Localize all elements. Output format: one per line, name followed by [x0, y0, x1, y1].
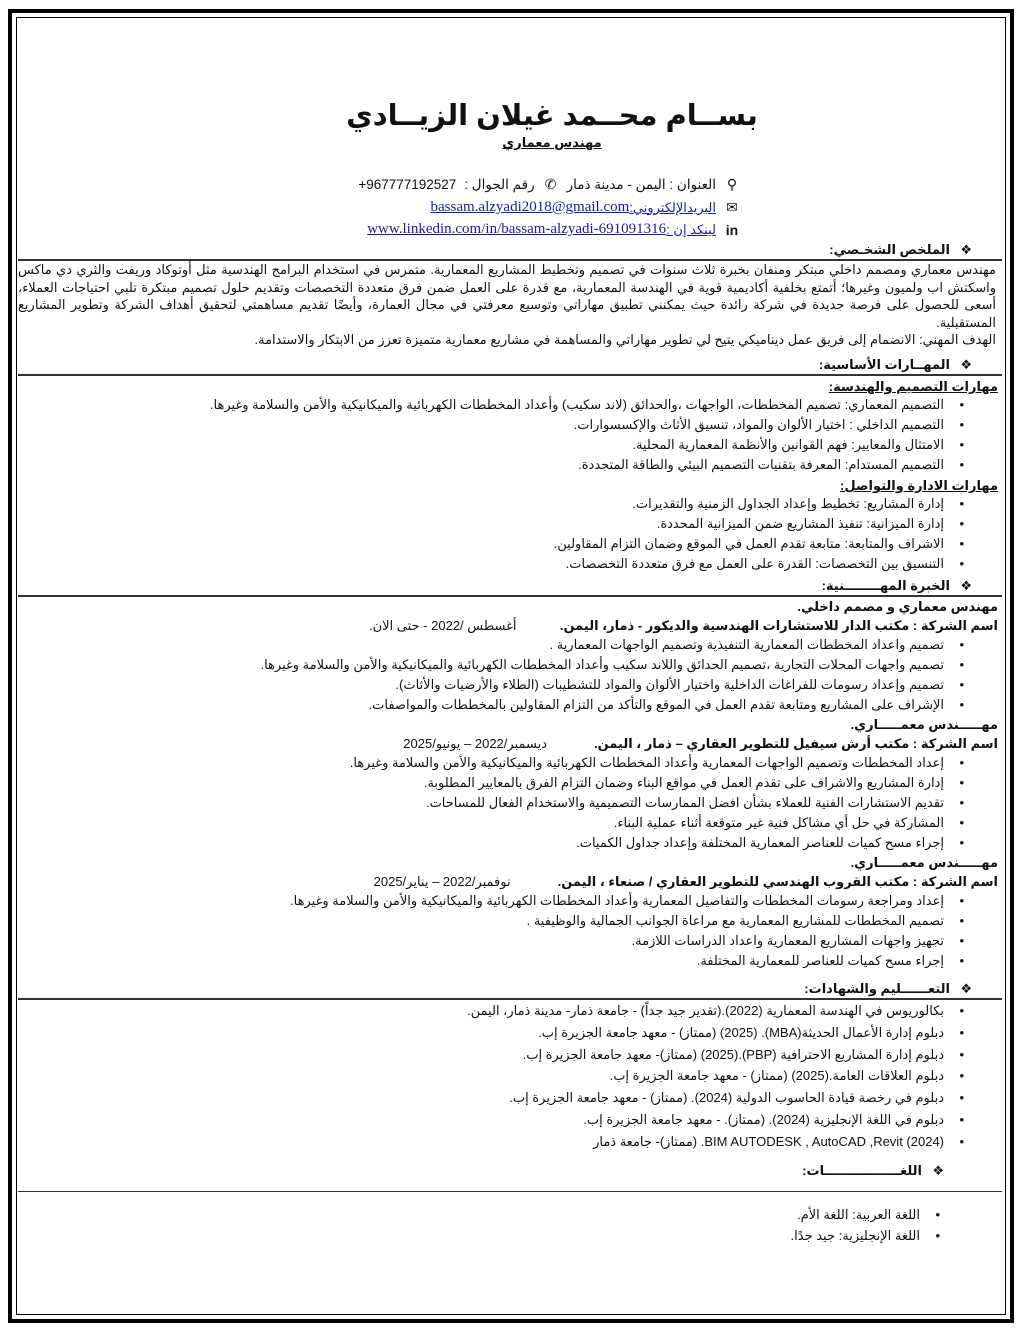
subheading: مهارات التصميم والهندسة: — [828, 379, 998, 394]
list-item: • تصميم واجهات المحلات التجارية ،تصميم الحدائق واللاند سكيب وأعداد المخططات الكهربائية والميكانيكية والأمن والسلامة وغيرها. — [18, 655, 1002, 675]
list-item: • تجهيز واجهات المشاريع المعمارية واعداد الدراسات اللازمة. — [18, 931, 1002, 951]
list-item: • التصميم المستدام: المعرفة بتقنيات التصميم البيئي والطاقة المتجددة. — [18, 455, 1002, 475]
list-item: • التصميم المعماري: تصميم المخططات، الواجهات ،والحدائق (لاند سكيب) وأعداد المخططات الكهربائية والميكانيكية والأمن والسلامة وغيرها. — [18, 395, 1002, 415]
list-item: • دبلوم العلاقات العامة.(2025) (ممتاز) - معهد جامعة الجزيرة إب. — [18, 1065, 1002, 1087]
list-item: • الامتثال والمعايير: فهم القوانين والأنظمة المعمارية المحلية. — [18, 435, 1002, 455]
section-heading: ❖ اللغـــــــــــــــــات: — [802, 1163, 944, 1178]
job-duties-list — [18, 891, 1002, 971]
phone-number: +967777192527 — [358, 177, 457, 192]
list-item: • إجراء مسح كميات للعناصر المعمارية المختلفة وإعداد جداول الكميات. — [18, 833, 1002, 853]
education-list — [18, 1000, 1002, 1153]
phone-label: رقم الجوال : — [464, 176, 535, 192]
job-company: اسم الشركة : مكتب الدار للاستشارات الهندسية والديكور - ذمار، اليمن. — [559, 618, 998, 633]
email-link[interactable]: bassam.alzyadi2018@gmail.com — [430, 199, 630, 215]
job-title: مهـــــندس معمـــــاري. — [850, 717, 998, 732]
diamond-bullet-icon: ❖ — [960, 981, 972, 996]
list-item: • إدارة المشاريع: تخطيط وإعداد الجداول الزمنية والتقديرات. — [18, 494, 1002, 514]
list-item: • التنسيق بين التخصصات: القدرة على العمل مع فرق متعددة التخصصات. — [18, 554, 1002, 574]
list-item: • التصميم الداخلي : اختيار الألوان والمواد، تنسيق الأثاث والإكسسوارات. — [18, 415, 1002, 435]
design-skills-list — [18, 395, 1002, 475]
section-heading: ❖ الملخص الشخـصي: — [829, 242, 972, 257]
diamond-bullet-icon: ❖ — [960, 578, 972, 593]
contact-address-row — [358, 176, 740, 193]
section-heading: ❖ التعــــــليم والشهادات: — [804, 981, 972, 996]
divider — [18, 1191, 1002, 1192]
candidate-title: مهندس معماري — [502, 135, 602, 150]
list-item: • دبلوم في رخصة قيادة الحاسوب الدولية (2024). (ممتاز) - معهد جامعة الجزيرة إب. — [18, 1087, 1002, 1109]
diamond-bullet-icon: ❖ — [932, 1163, 944, 1178]
list-item: • اللغة العربية: اللغة الأم. — [18, 1204, 1002, 1225]
job-company-row — [18, 616, 1002, 635]
diamond-bullet-icon: ❖ — [960, 242, 972, 257]
list-item: • دبلوم في اللغة الإنجليزية (2024). (ممتاز). - معهد جامعة الجزيرة إب. — [18, 1109, 1002, 1131]
list-item: • إدارة المشاريع والاشراف على تقدم العمل في مواقع البناء وضمان التزام الفرق بالمعايير المطلوبة. — [18, 773, 1002, 793]
job-company: اسم الشركة : مكتب القروب الهندسي للتطوير العقاري / صنعاء ، اليمن. — [557, 874, 998, 889]
job-period: نوفمبر/2022 – يناير/2025 — [373, 874, 511, 889]
languages-list — [18, 1204, 1002, 1246]
list-item: • بكالوريوس في الهندسة المعمارية (2022).(تقدير جيد جداً) - جامعة ذمار- مدينة ذمار، اليمن. — [18, 1000, 1002, 1022]
subheading: مهارات الادارة والتواصل: — [840, 478, 998, 493]
list-item: • الإشراف على المشاريع ومتابعة تقدم العمل في الموقع والتأكد من التزام المقاولين بالمخططات والمواصفات. — [18, 695, 1002, 715]
job-company: اسم الشركة : مكتب أرش سيفيل للتطوير العقاري – ذمار ، اليمن. — [593, 736, 998, 751]
contact-email-row — [431, 199, 740, 216]
phone-icon: ✆ — [544, 176, 557, 192]
list-item: • الاشراف والمتابعة: متابعة تقدم العمل في الموقع وضمان التزام المقاولين. — [18, 534, 1002, 554]
list-item: • اللغة الإنجليزية: جيد جدًا. — [18, 1225, 1002, 1246]
list-item: • إجراء مسح كميات للعناصر للمعمارية المختلفة. — [18, 951, 1002, 971]
candidate-name: بســام محــمد غيلان الزيــادي — [346, 100, 758, 132]
location-pin-icon: ⚲ — [726, 176, 738, 192]
envelope-icon: ✉ — [726, 199, 738, 215]
job-period: أغسطس /2022 - حتى الان. — [368, 618, 517, 633]
list-item: • إعداد ومراجعة رسومات المخططات والتفاصيل المعمارية وأعداد المخططات الكهربائية والميكانيكية والأمن والسلامة وغيرها. — [18, 891, 1002, 911]
address: العنوان : اليمن - مدينة ذمار — [566, 176, 716, 192]
divider — [18, 374, 1002, 376]
job-period: ديسمبر/2022 – يونيو/2025 — [403, 736, 548, 751]
job-company-row — [18, 872, 1002, 891]
linkedin-icon: in — [725, 221, 739, 238]
linkedin-link[interactable]: www.linkedin.com/in/bassam-alzyadi-691091316 — [367, 221, 667, 237]
list-item: • تصميم واعداد المخططات المعمارية التنفيذية وتصميم الواجهات المعمارية . — [18, 635, 1002, 655]
list-item: • إعداد المخططات وتصميم الواجهات المعمارية وأعداد المخططات الكهربائية والميكانيكية والأمن والسلامة وغيرها. — [18, 753, 1002, 773]
summary-text: مهندس معماري ومصمم داخلي مبتكر ومنفان بخبرة ثلاث سنوات في تصميم وتخطيط المشاريع المعمارية. متمرس في استخدام البرامج الهندسية مثل أوتوكاد وريفت والثري دي ماكس واسكتش اب ولميون وغيرها؛ أتمتع بخلفية أكاديمية قوية في الهندسة المعمارية، مع قدرة على العمل ضمن فرق متعددة التخصصات وتقديم حلول تصميم مبتكرة تلبي احتياجات العملاء، أسعى للحصول على فرصة جديدة في شركة رائدة حيث يمكنني تطبيق مهاراتي وتوسيع معرفتي في مجال العمارة، وأيضًا تقديم مساهمتي لتحقيق أهداف الشركة وتطوير المشاريع المستقبلية. — [18, 262, 996, 330]
list-item: • تصميم وإعداد رسومات للفراغات الداخلية واختيار الألوان والمواد للتشطيبات (الطلاء والأرضيات والأثاث). — [18, 675, 1002, 695]
list-item: • دبلوم إدارة المشاريع الاحترافية (PBP).(2025) (ممتاز)- معهد جامعة الجزيرة إب. — [18, 1044, 1002, 1066]
diamond-bullet-icon: ❖ — [960, 357, 972, 372]
experience-section — [18, 578, 1002, 971]
section-heading: ❖ الخبرة المهــــــــنية: — [821, 578, 972, 593]
job-company-row — [18, 734, 1002, 753]
list-item: • BIM AUTODESK , AutoCAD ,Revit (2024). (ممتاز)- جامعة ذمار — [18, 1131, 1002, 1153]
linkedin-label: لينكد إن : — [666, 221, 716, 237]
list-item: • المشاركة في حل أي مشاكل فنية غير متوقعة أثناء عملية البناء. — [18, 813, 1002, 833]
job-title: مهندس معماري و مصمم داخلي. — [797, 599, 998, 614]
education-section — [18, 981, 1002, 1153]
list-item: • تقديم الاستشارات الفنية للعملاء بشأن افضل الممارسات التصميمية والاستخدام الفعال للمساحات. — [18, 793, 1002, 813]
job-title: مهـــــندس معمـــــاري. — [850, 855, 998, 870]
list-item: • دبلوم إدارة الأعمال الحديثة(MBA). (2025) (ممتاز) - معهد جامعة الجزيرة إب. — [18, 1022, 1002, 1044]
section-heading: ❖ المهــارات الأساسية: — [818, 357, 972, 372]
contact-linkedin-row — [367, 221, 740, 238]
job-duties-list — [18, 635, 1002, 715]
languages-section — [18, 1163, 1002, 1246]
list-item: • إدارة الميزانية: تنفيذ المشاريع ضمن الميزانية المحددة. — [18, 514, 1002, 534]
list-item: • تصميم المخططات للمشاريع المعمارية مع مراعاة الجوانب الجمالية والوظيفية . — [18, 911, 1002, 931]
career-goal: الهدف المهني: الانضمام إلى فريق عمل ديناميكي يتيح لي تطوير مهاراتي والمساهمة في مشاريع معمارية متميزة تعزز من الابتكار والاستدامة. — [254, 332, 996, 347]
summary-section — [18, 242, 1002, 349]
job-duties-list — [18, 753, 1002, 853]
email-label: البريدالإلكتروني: — [629, 199, 716, 215]
management-skills-list — [18, 494, 1002, 574]
skills-section — [18, 357, 1002, 574]
